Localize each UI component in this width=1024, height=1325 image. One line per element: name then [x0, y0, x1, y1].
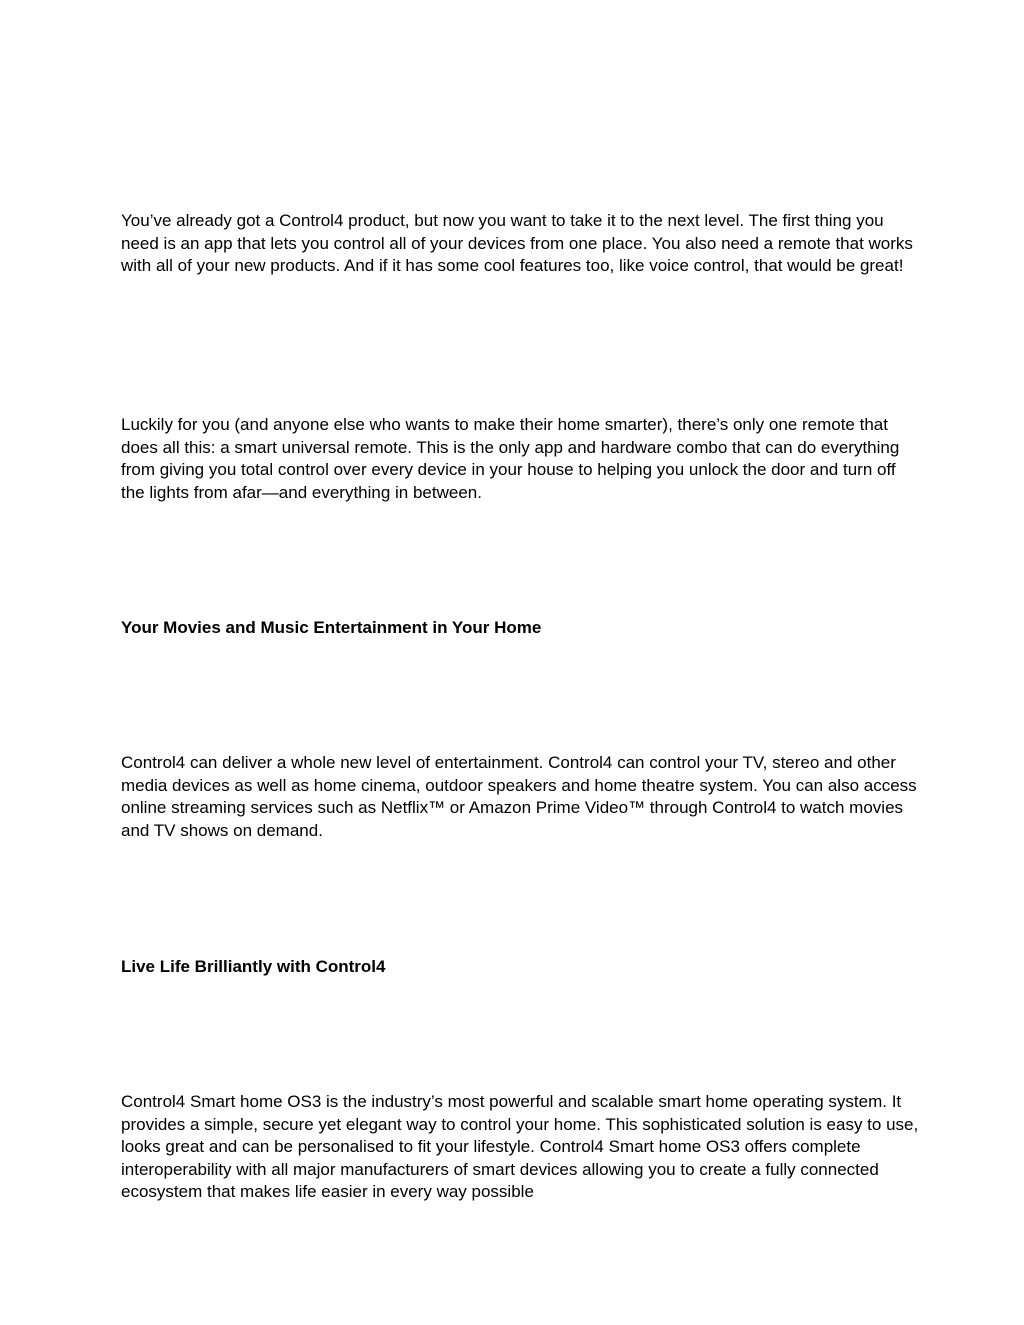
remote-paragraph: Luckily for you (and anyone else who wants to make their home smarter), there’s only one remote that does all this: a smart universal remote. This is the only app and hardware combo that can do everything from giving you total control over every device in your house to helping you unlock the door and turn off the lights from afar—and everything in between.: [121, 415, 900, 502]
intro-paragraph: You’ve already got a Control4 product, but now you want to take it to the next level. The first thing you need is an app that lets you control all of your devices from one place. You also need a remote that works with all of your new products. And if it has some cool features too, like voice control, that would be great!: [121, 211, 913, 276]
entertainment-paragraph: Control4 can deliver a whole new level of entertainment. Control4 can control your TV, stereo and other media devices as well as home cinema, outdoor speakers and home theatre system. You can also access online streaming services such as Netflix™ or Amazon Prime Video™ through Control4 to watch movies and TV shows on demand.: [121, 753, 917, 840]
os3-paragraph: Control4 Smart home OS3 is the industry’s most powerful and scalable smart home operating system. It provides a simple, secure yet elegant way to control your home. This sophisticated solution is easy to use, looks great and can be personalised to fit your lifestyle. Control4 Smart home OS3 offers complete interoperability with all major manufacturers of smart devices allowing you to create a fully connected ecosystem that makes life easier in every way possible: [121, 1092, 919, 1202]
entertainment-heading: Your Movies and Music Entertainment in Your Home: [121, 618, 542, 637]
live-brilliantly-heading: Live Life Brilliantly with Control4: [121, 957, 386, 976]
